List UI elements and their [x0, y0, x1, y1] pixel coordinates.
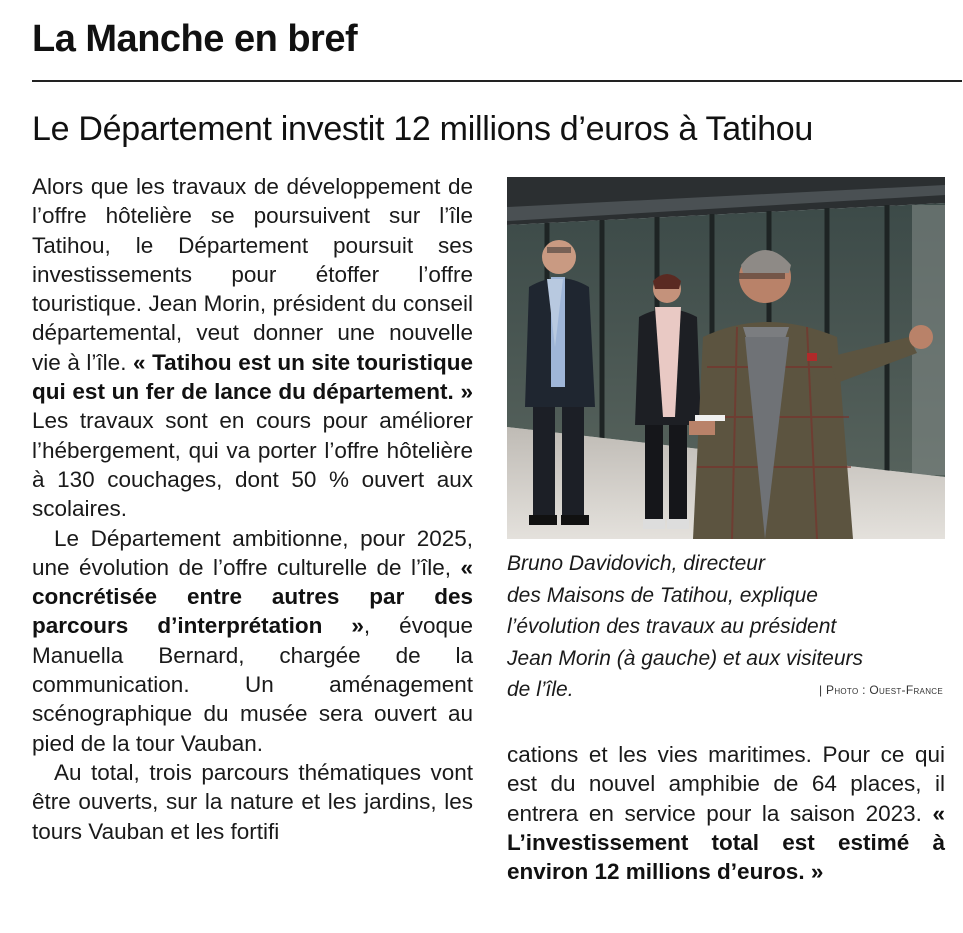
credit-text: Photo : Ouest-France	[826, 683, 943, 697]
p3-quote: « L’investissement total est estimé à environ 12 millions d’euros. »	[507, 800, 945, 885]
people-photo	[507, 177, 945, 539]
section-rule	[32, 80, 962, 82]
photo-caption	[507, 548, 947, 706]
p2-quote: « concrétisée entre autres par des parcours d’interprétation »	[32, 554, 473, 639]
p3-text-a: Au total, trois parcours thématiques vont être ouverts, sur la nature et les jardins, les tours Vauban et les fortifi	[32, 759, 473, 844]
credit-bar: |	[818, 683, 823, 697]
section-rubric: La Manche en bref	[32, 18, 358, 60]
caption-line-5: de l’île.	[507, 678, 574, 701]
article-column-right	[507, 740, 945, 886]
article-paragraph-3-continued	[507, 740, 945, 886]
p2-text-a: Le Département ambitionne, pour 2025, une évolution de l’offre culturelle de l’île,	[32, 525, 473, 580]
p1-quote: « Tatihou est un site touristique qui est un fer de lance du département. »	[32, 349, 473, 405]
caption-line-3: l’évolution des travaux au président	[507, 615, 837, 638]
caption-line-4: Jean Morin (à gauche) et aux visiteurs	[507, 646, 864, 670]
p1-text-b: Les travaux sont en cours pour améliorer l’hébergement, qui va porter l’offre hôtelière à 130 couchages, dont 50 % ouvert aux scolaires.	[32, 408, 473, 522]
caption-line-2: des Maisons de Tatihou, explique	[507, 583, 818, 607]
article-photo	[507, 177, 945, 539]
article-paragraph-1	[32, 172, 473, 524]
photo-credit	[819, 683, 943, 697]
p1-text-a: Alors que les travaux de développement de l’offre hôtelière se poursuivent sur l’île Tatihou, le Département poursuit ses investissements pour étoffer l’offre touristique. Jean Morin, président du conseil départemental, veut donner une nouvelle vie à l’île.	[32, 174, 473, 375]
caption-line-1: Bruno Davidovich, directeur	[507, 552, 765, 575]
p3-text-cont: cations et les vies maritimes. Pour ce qui est du nouvel amphibie de 64 places, il entrera en service pour la saison 2023.	[507, 742, 945, 826]
article-paragraph-3	[32, 758, 473, 846]
article-paragraph-2	[32, 524, 473, 758]
article-headline: Le Département investit 12 millions d’euros à Tatihou	[32, 110, 814, 148]
p2-text-b: , évoque Manuella Bernard, chargée de la communication. Un aménagement scénographique du musée sera ouvert au pied de la tour Vauban.	[32, 613, 473, 756]
article-column-left	[32, 172, 473, 846]
